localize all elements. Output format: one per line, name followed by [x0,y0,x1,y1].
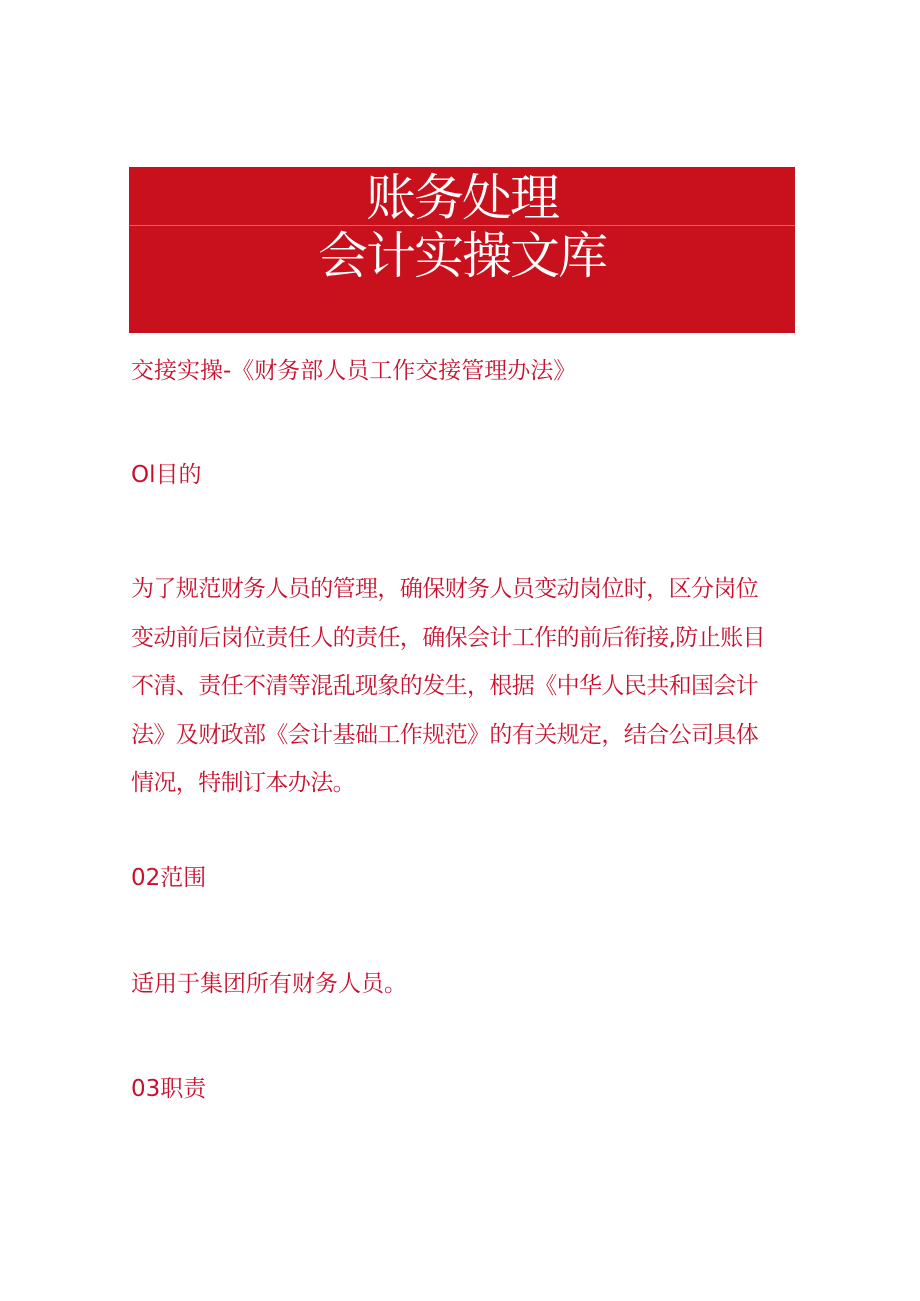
document-subtitle: 交接实操-《财务部人员工作交接管理办法》 [131,358,577,384]
banner-title-line2: 会计实操文库 [318,227,606,285]
scope-paragraph: 适用于集团所有财务人员。 [131,971,407,997]
purpose-line: 为了规范财务人员的管理，确保财务人员变动岗位时，区分岗位 [131,576,759,602]
purpose-line: 情况，特制订本办法。 [131,770,356,796]
purpose-line: 不清、责任不清等混乱现象的发生，根据《中华人民共和国会计 [131,673,759,699]
purpose-paragraph [131,565,791,808]
section-heading-scope: 02范围 [131,865,207,891]
title-banner [129,167,795,333]
section-heading-duty: 03职责 [131,1076,207,1102]
section-heading-purpose: Ol目的 [131,462,202,488]
purpose-line: 变动前后岗位责任人的责任，确保会计工作的前后衔接,防止账目 [131,624,765,651]
banner-title-line1: 账务处理 [366,169,558,227]
purpose-line: 法》及财政部《会计基础工作规范》的有关规定，结合公司具体 [131,721,759,748]
